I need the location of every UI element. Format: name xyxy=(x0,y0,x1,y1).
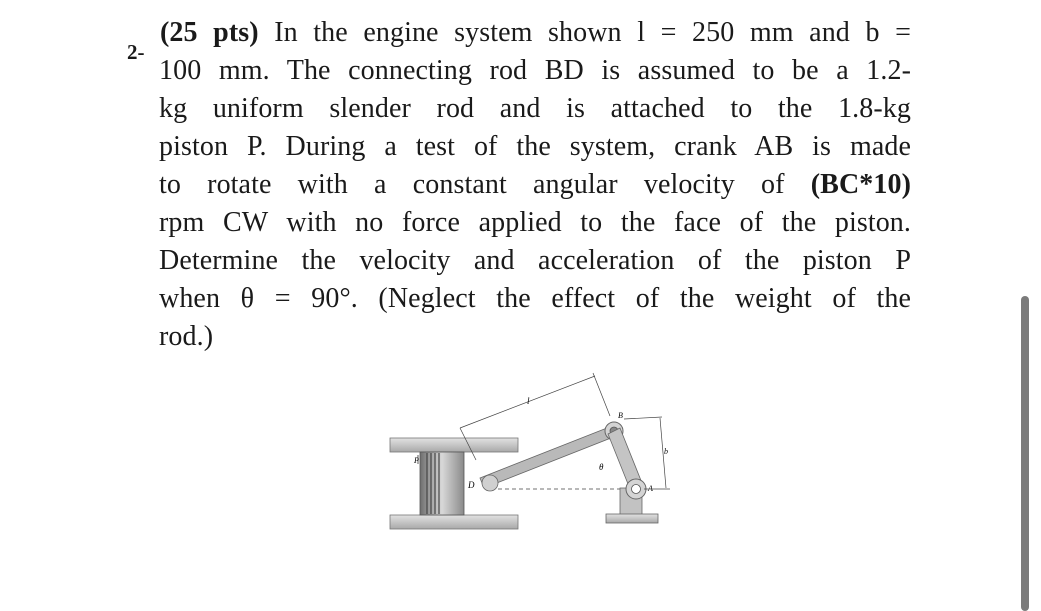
label-theta: θ xyxy=(599,462,604,472)
connecting-rod xyxy=(480,422,623,491)
angular-velocity-expression: (BC*10) xyxy=(810,169,911,200)
problem-number: 2- xyxy=(127,40,145,64)
problem-line-2: 100 mm. The connecting rod BD is assumed to be a 1.2- xyxy=(159,55,911,86)
points-label: (25 pts) xyxy=(160,17,259,48)
problem-line-7: Determine the velocity and acceleration of the piston P xyxy=(159,245,911,276)
label-D: D xyxy=(468,480,475,490)
cylinder-bottom-wall xyxy=(390,515,518,529)
line1-text: In the engine system shown l = 250 mm and b = xyxy=(274,17,911,48)
problem-line-4: piston P. During a test of the system, crank AB is made xyxy=(159,131,911,162)
problem-line-6: rpm CW with no force applied to the face of the piston. xyxy=(159,207,911,238)
scrollbar[interactable] xyxy=(1021,296,1029,611)
problem-line-3: kg uniform slender rod and is attached to the 1.8-kg xyxy=(159,93,911,124)
piston xyxy=(420,452,464,515)
label-l: l xyxy=(527,396,530,406)
problem-line-5 xyxy=(159,166,911,204)
engine-diagram xyxy=(380,360,680,560)
problem-line-1 xyxy=(160,14,911,52)
label-P: P xyxy=(414,456,419,465)
label-A: A xyxy=(648,484,653,493)
label-B: B xyxy=(618,411,623,420)
line5-text: to rotate with a constant angular velocity of xyxy=(159,169,785,200)
label-b: b xyxy=(664,447,668,456)
cylinder-top-wall xyxy=(390,438,518,452)
problem-line-9: rod.) xyxy=(159,321,214,352)
problem-line-8: when θ = 90°. (Neglect the effect of the weight of the xyxy=(159,283,911,314)
